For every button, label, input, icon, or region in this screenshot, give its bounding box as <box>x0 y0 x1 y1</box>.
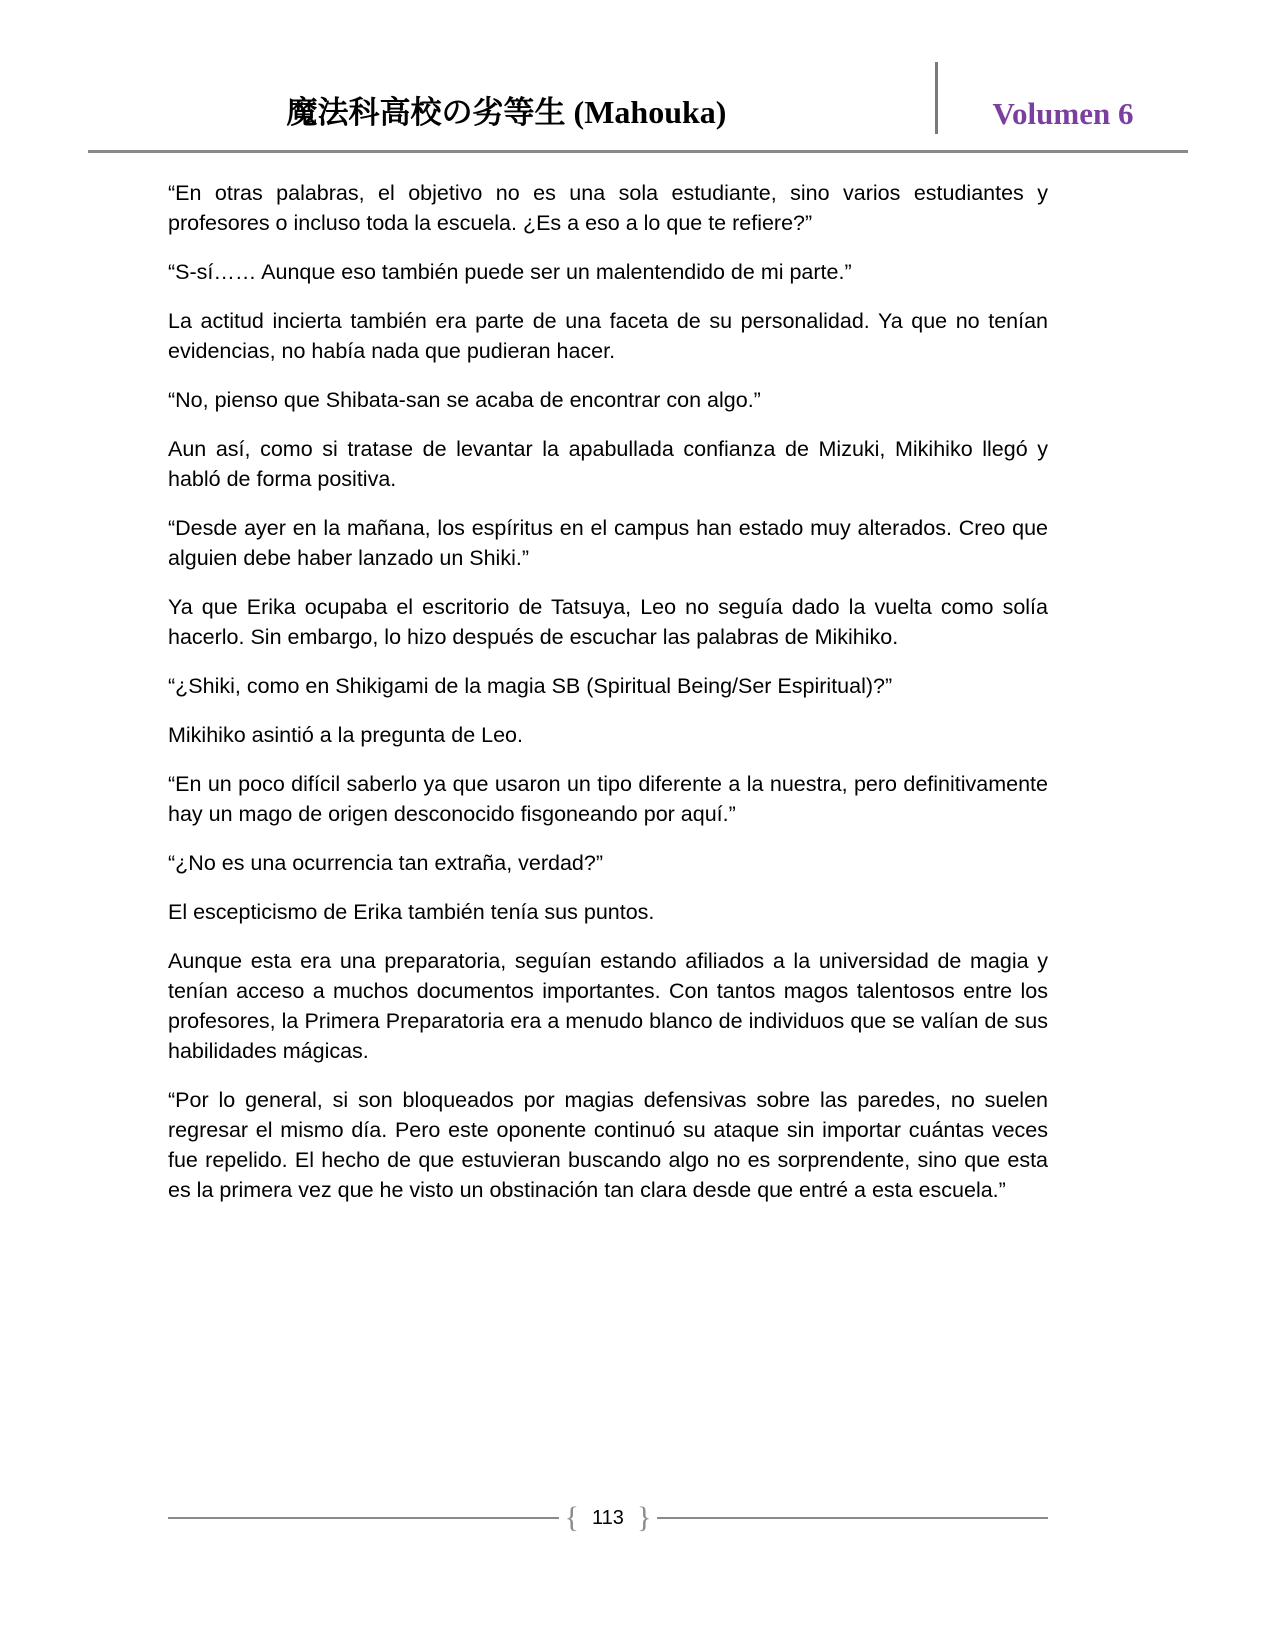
paragraph: “No, pienso que Shibata-san se acaba de encontrar con algo.” <box>168 388 761 412</box>
page-body <box>168 178 1048 1205</box>
paragraph: Aunque esta era una preparatoria, seguían estando afiliados a la universidad de magia y tenían acceso a muchos documentos importantes. Con tantos magos talentosos entre los profesores, la Primera Preparatoria era a menudo blanco de individuos que se valían de sus habilidades mágicas. <box>168 949 1048 1063</box>
paragraph: La actitud incierta también era parte de una faceta de su personalidad. Ya que no tenían evidencias, no había nada que pudieran hacer. <box>168 309 1048 363</box>
footer-brace-right: } <box>637 1501 652 1534</box>
paragraph: “Por lo general, si son bloqueados por magias defensivas sobre las paredes, no suelen regresar el mismo día. Pero este oponente continuó su ataque sin importar cuántas veces fue repelido. El hecho de que estuvieran buscando algo no es sorprendente, sino que esta es la primera vez que he visto un obstinación tan clara desde que entré a esta escuela.” <box>168 1088 1048 1202</box>
paragraph: “S-sí…… Aunque eso también puede ser un malentendido de mi parte.” <box>168 260 852 284</box>
header-title-romaji: (Mahouka) <box>565 94 727 130</box>
header-volume-label: Volumen 6 <box>992 96 1134 131</box>
page-header <box>88 62 1188 154</box>
header-horizontal-rule <box>88 150 1188 153</box>
paragraph: “Desde ayer en la mañana, los espíritus en el campus han estado muy alterados. Creo que alguien debe haber lanzado un Shiki.” <box>168 516 1048 570</box>
page-number: 113 <box>592 1506 624 1529</box>
paragraph: “En un poco difícil saberlo ya que usaron un tipo diferente a la nuestra, pero definitivamente hay un mago de origen desconocido fisgoneando por aquí.” <box>168 772 1048 826</box>
header-title-japanese: 魔法科高校の劣等生 <box>286 95 566 131</box>
paragraph: El escepticismo de Erika también tenía sus puntos. <box>168 900 655 924</box>
paragraph: Ya que Erika ocupaba el escritorio de Tatsuya, Leo no seguía dado la vuelta como solía hacerlo. Sin embargo, lo hizo después de escuchar las palabras de Mikihiko. <box>168 595 1048 649</box>
header-title <box>88 87 935 136</box>
paragraph: Mikihiko asintió a la pregunta de Leo. <box>168 723 523 747</box>
paragraph: “¿No es una ocurrencia tan extraña, verdad?” <box>168 851 604 875</box>
header-row <box>88 62 1188 136</box>
footer-rule-right <box>657 1517 1048 1519</box>
paragraph: “En otras palabras, el objetivo no es una sola estudiante, sino varios estudiantes y profesores o incluso toda la escuela. ¿Es a eso a lo que te refiere?” <box>168 181 1048 235</box>
paragraph: Aun así, como si tratase de levantar la apabullada confianza de Mizuki, Mikihiko llegó y habló de forma positiva. <box>168 437 1048 491</box>
footer-brace-left: { <box>564 1501 579 1534</box>
paragraph: “¿Shiki, como en Shikigami de la magia SB (Spiritual Being/Ser Espiritual)?” <box>168 674 893 698</box>
page-footer <box>168 1498 1048 1538</box>
footer-rule-left <box>168 1517 559 1519</box>
